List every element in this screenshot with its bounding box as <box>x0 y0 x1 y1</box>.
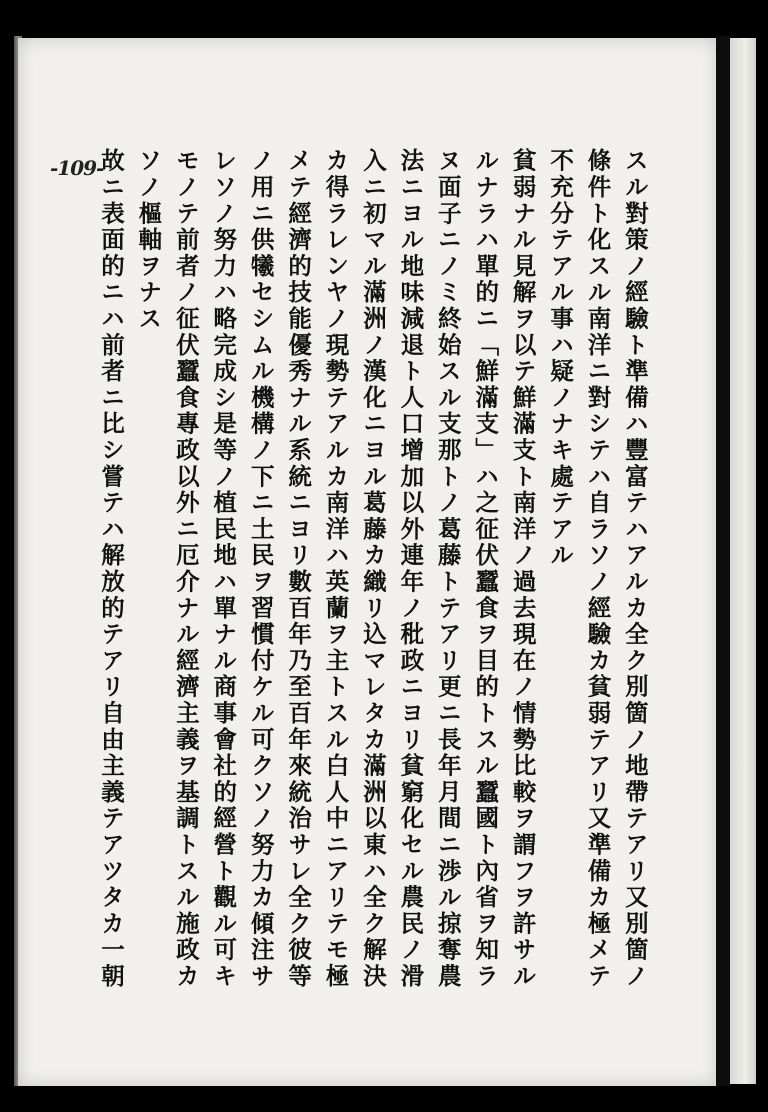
page-number: -109- <box>50 156 104 180</box>
text-column: スル對策ノ經驗ト準備ハ豐富テハアルカ全ク別箇ノ地帶テアリ又別箇ノ <box>620 148 649 990</box>
text-column: 不充分テアル事ハ疑ノナキ處テアル <box>546 148 575 569</box>
text-column: ノ用ニ供犧セシムル機構ノ下ニ土民ヲ習慣付ケル可クソノ努力カ傾注サ <box>246 148 275 990</box>
next-page-edge <box>730 38 756 1084</box>
text-column: 條件ト化スル南洋ニ對シテハ自ラソノ經驗カ貧弱テアリ又準備カ極メテ <box>583 148 612 990</box>
text-column: レソノ努力ハ略完成シ是等ノ植民地ハ單ナル商事會社的經營ト觀ル可キ <box>209 148 238 990</box>
text-column: メテ經濟的技能優秀ナル系統ニヨリ數百年乃至百年來統治サレ全ク彼等 <box>284 148 313 990</box>
text-column: 故ニ表面的ニハ前者ニ比シ嘗テハ解放的テアリ自由主義テアツタカ一朝 <box>97 148 125 990</box>
book-gutter <box>716 36 730 1086</box>
text-column: 貧弱ナル見解ヲ以テ鮮滿支ト南洋ノ過去現在ノ情勢比較ヲ謂フヲ許サル <box>508 148 537 990</box>
text-column: 法ニヨル地味減退ト人口增加以外連年ノ秕政ニヨリ貧窮化セル農民ノ滑 <box>396 148 425 990</box>
text-column: モノテ前者ノ征伏蠶食專政以外ニ厄介ナル經濟主義ヲ基調トスル施政カ <box>171 148 200 990</box>
text-column: ヌ面子ニノミ終始スル支那トノ葛藤トテアリ更ニ長年月間ニ渉ル掠奪農 <box>433 148 462 990</box>
text-column: カ得ラレンヤノ現勢テアルカ南洋ハ英蘭ヲ主トスル白人中ニアリテモ極 <box>321 148 350 990</box>
text-column: ソノ樞軸ヲナス <box>134 148 163 333</box>
text-column: ルナラハ單的ニ「鮮滿支」ハ之征伏蠶食ヲ目的トスル蠶國ト內省ヲ知ラ <box>471 148 500 990</box>
text-column: 入ニ初マル滿洲ノ漢化ニヨル葛藤カ織リ込マレタカ滿洲以東ハ全ク解決 <box>358 148 387 990</box>
vertical-text-block <box>96 148 649 1028</box>
